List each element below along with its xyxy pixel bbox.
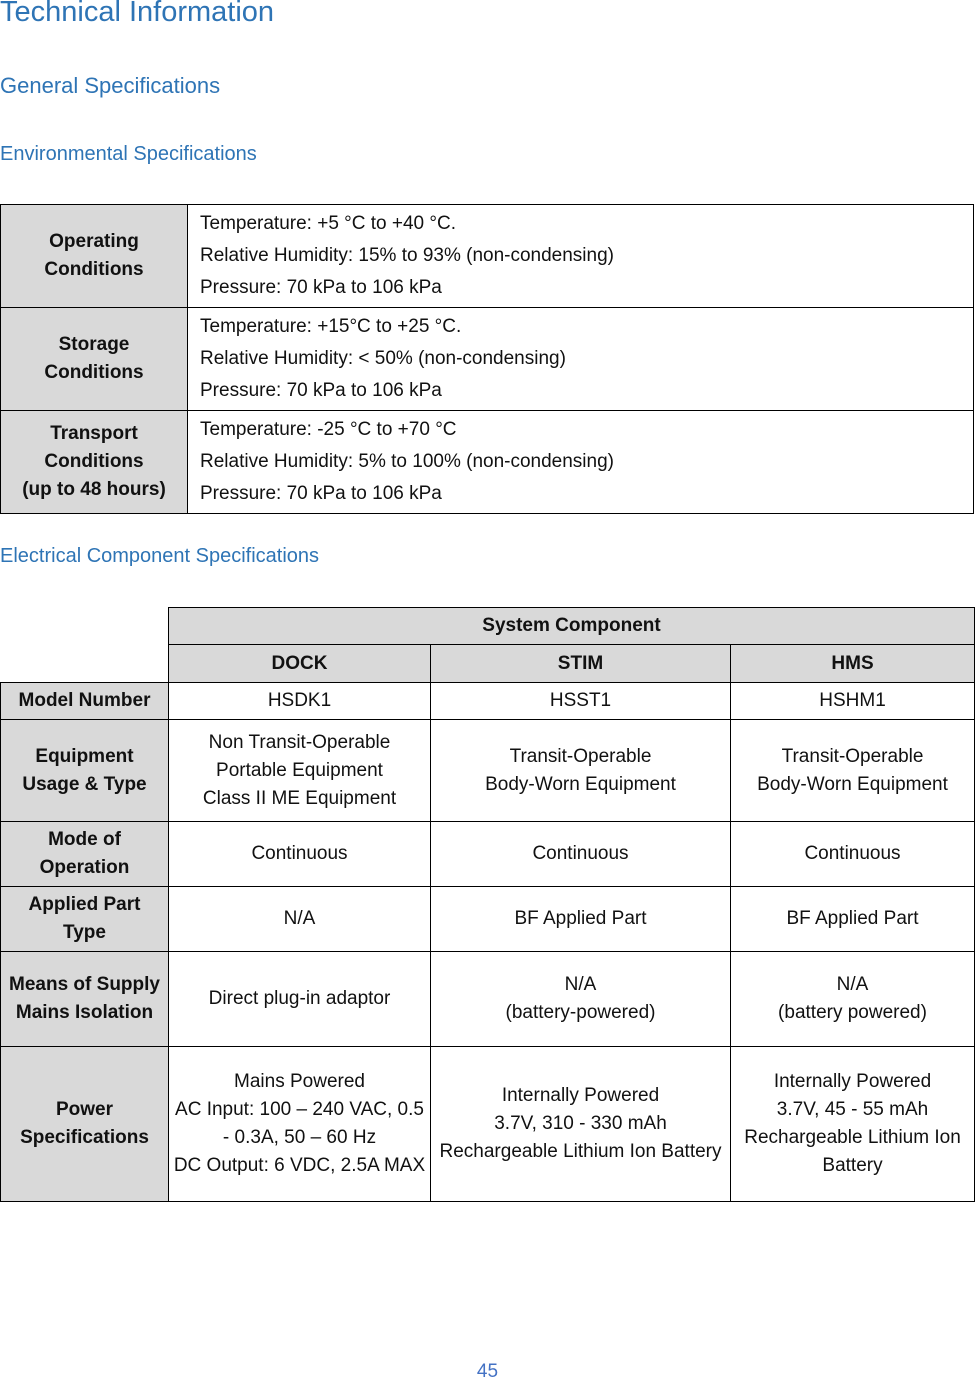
cell-line: N/A [836,974,869,995]
cell-line: Class II ME Equipment [202,787,397,809]
general-specifications-heading: General Specifications [0,73,221,98]
row-header-line: Conditions [44,362,144,383]
row-header-line: Transport [50,423,138,444]
table-cell [431,1047,731,1202]
cell-line: Body-Worn Equipment [757,773,948,795]
cell-line: N/A [564,974,597,995]
row-header-operating [1,205,188,308]
cell-line: (battery-powered) [505,1002,656,1023]
cell-line: BF Applied Part [514,908,647,929]
cell-line: Portable Equipment [216,759,383,781]
row-header: Model Number [1,683,169,720]
cell-line: DC Output: 6 VDC, 2.5A MAX [173,1155,426,1176]
table-row [1,205,974,308]
table-cell [169,822,431,887]
environmental-specifications-table [0,204,974,514]
table-cell [169,720,431,822]
table-cell [431,822,731,887]
cell-line: Body-Worn Equipment [485,773,676,795]
column-header-dock: DOCK [169,645,431,683]
cell-line: HSHM1 [819,690,886,711]
group-header: System Component [169,608,975,645]
table-cell [731,952,975,1047]
cell-line: (battery powered) [778,1002,927,1023]
cell-line: Internally Powered [773,1071,932,1092]
environmental-specifications-heading: Environmental Specifications [0,143,257,165]
electrical-component-table [0,607,975,1202]
row-header-line: Conditions [44,259,144,280]
cell-line: Pressure: 70 kPa to 106 kPa [200,380,442,401]
cell-line: Relative Humidity: < 50% (non-condensing) [200,348,566,369]
cell-line: Non Transit-Operable [208,731,391,753]
table-row [1,308,974,411]
cell-line: Temperature: +15°C to +25 °C. [200,316,462,337]
cell-line: HSST1 [549,690,612,711]
table-row [1,608,975,645]
table-cell [431,683,731,720]
table-cell [431,887,731,952]
page-number: 45 [476,1361,499,1382]
cell-line: Relative Humidity: 15% to 93% (non-condensing) [200,245,614,266]
table-cell [731,1047,975,1202]
table-cell [169,952,431,1047]
cell-line: Relative Humidity: 5% to 100% (non-condensing) [200,451,614,472]
table-cell [169,1047,431,1202]
table-cell [169,887,431,952]
row-header-line: Storage [58,334,130,355]
cell-line: Pressure: 70 kPa to 106 kPa [200,277,442,298]
cell-line: 3.7V, 45 - 55 mAh Rechargeable Lithium Ion Battery [744,1099,961,1176]
page-title: Technical Information [0,0,275,28]
row-header: Mode of Operation [1,822,169,887]
cell-line: AC Input: 100 – 240 VAC, 0.5 - 0.3A, 50 – 60 Hz [175,1099,424,1148]
cell-line: Continuous [251,843,348,864]
table-cell [431,720,731,822]
cell-line: Continuous [532,843,629,864]
row-header: Equipment Usage & Type [1,720,169,822]
blank-corner [1,608,169,683]
table-cell [731,683,975,720]
row-header: Means of Supply Mains Isolation [1,952,169,1047]
row-header-transport [1,411,188,514]
row-header: Power Specifications [1,1047,169,1202]
cell-line: N/A [283,908,316,929]
row-header-line: Conditions [44,451,144,472]
table-row [1,887,975,952]
table-cell [731,887,975,952]
column-header-stim: STIM [431,645,731,683]
table-row [1,822,975,887]
cell-line: Internally Powered [501,1085,660,1106]
table-cell [431,952,731,1047]
row-header-line: Operating [49,231,139,252]
table-row [1,683,975,720]
cell-line: Transit-Operable [509,745,652,767]
table-row [1,720,975,822]
table-row [1,1047,975,1202]
cell-line: Transit-Operable [781,745,924,767]
cell-line: Pressure: 70 kPa to 106 kPa [200,483,442,504]
cell-line: Mains Powered [234,1071,365,1092]
table-row [1,411,974,514]
cell-line: BF Applied Part [786,908,919,929]
cell-line: HSDK1 [267,690,332,711]
cell-line: Direct plug-in adaptor [208,988,391,1009]
row-header-storage [1,308,188,411]
table-cell [188,308,974,411]
cell-line: Continuous [804,843,901,864]
column-header-hms: HMS [731,645,975,683]
table-cell [731,720,975,822]
cell-line: Temperature: +5 °C to +40 °C. [200,213,456,234]
row-header-line: (up to 48 hours) [22,479,166,500]
row-header: Applied Part Type [1,887,169,952]
electrical-component-specifications-heading: Electrical Component Specifications [0,545,320,567]
table-cell [169,683,431,720]
cell-line: Temperature: -25 °C to +70 °C [200,419,457,440]
table-cell [188,205,974,308]
table-row [1,952,975,1047]
cell-line: 3.7V, 310 - 330 mAh Rechargeable Lithium Ion Battery [439,1113,722,1162]
table-cell [731,822,975,887]
table-cell [188,411,974,514]
